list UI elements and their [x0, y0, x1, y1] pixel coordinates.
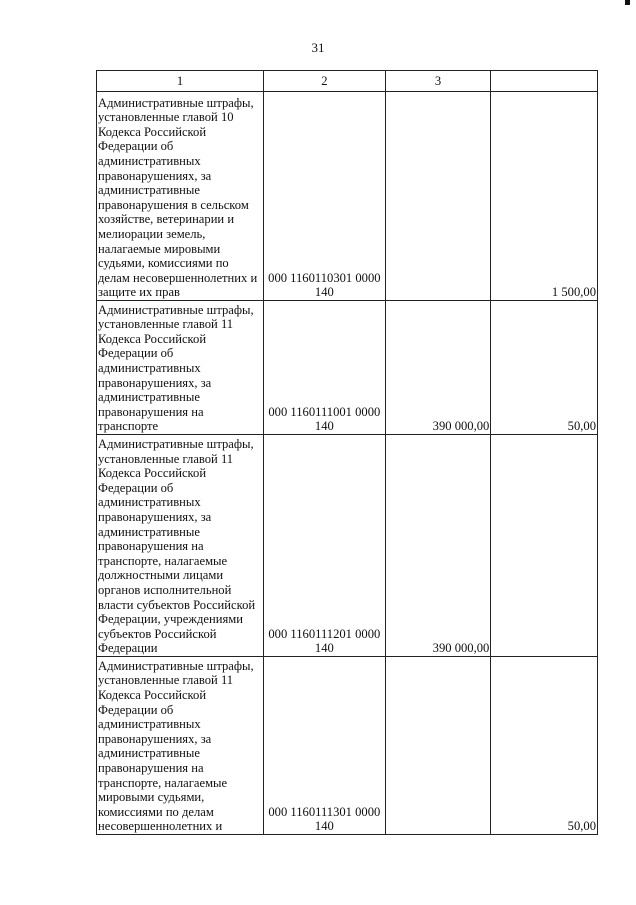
row-value-4: 50,00 — [491, 657, 598, 835]
row-value-3: 390 000,00 — [385, 301, 491, 435]
code-main: 000 1160111001 0000 — [268, 404, 381, 419]
revenue-table — [96, 70, 598, 835]
code-suffix: 140 — [314, 819, 334, 834]
scan-corner-mark — [625, 0, 630, 5]
row-value-3: 390 000,00 — [385, 435, 491, 657]
table-row — [97, 92, 598, 301]
row-value-3 — [385, 92, 491, 301]
row-code — [264, 657, 386, 835]
table-header-row — [97, 71, 598, 92]
row-value-3 — [385, 657, 491, 835]
code-suffix: 140 — [314, 641, 334, 656]
table-row — [97, 657, 598, 835]
code-main: 000 1160111301 0000 — [268, 804, 381, 819]
row-code — [264, 301, 386, 435]
column-header-1: 1 — [97, 71, 264, 92]
row-value-4 — [491, 435, 598, 657]
row-description: Административные штрафы, установленные главой 11 Кодекса Российской Федерации об административных правонарушениях, за административные правонарушения на транспорте — [97, 301, 264, 435]
row-value-4: 1 500,00 — [491, 92, 598, 301]
row-code — [264, 92, 386, 301]
code-main: 000 1160110301 0000 — [268, 270, 381, 285]
column-header-4 — [491, 71, 598, 92]
page-number: 31 — [311, 40, 325, 55]
code-suffix: 140 — [314, 285, 334, 300]
column-header-2: 2 — [264, 71, 386, 92]
table-row — [97, 435, 598, 657]
code-main: 000 1160111201 0000 — [268, 626, 381, 641]
row-code — [264, 435, 386, 657]
column-header-3: 3 — [385, 71, 491, 92]
row-value-4: 50,00 — [491, 301, 598, 435]
row-description: Административные штрафы, установленные главой 10 Кодекса Российской Федерации об административных правонарушениях, за административные правонарушения в сельском хозяйстве, ветеринарии и мелиорации земель, налагаемые мировыми судьями, комиссиями по делам несовершеннолетних и защите их прав — [97, 92, 264, 301]
row-description: Административные штрафы, установленные главой 11 Кодекса Российской Федерации об административных правонарушениях, за административные правонарушения на транспорте, налагаемые должностными лицами органов исполнительной власти субъектов Российской Федерации, учреждениями субъектов Российской Федерации — [97, 435, 264, 657]
code-suffix: 140 — [314, 419, 334, 434]
table-row — [97, 301, 598, 435]
row-description: Административные штрафы, установленные главой 11 Кодекса Российской Федерации об административных правонарушениях, за административные правонарушения на транспорте, налагаемые мировыми судьями, комиссиями по делам несовершеннолетних и — [97, 657, 264, 835]
